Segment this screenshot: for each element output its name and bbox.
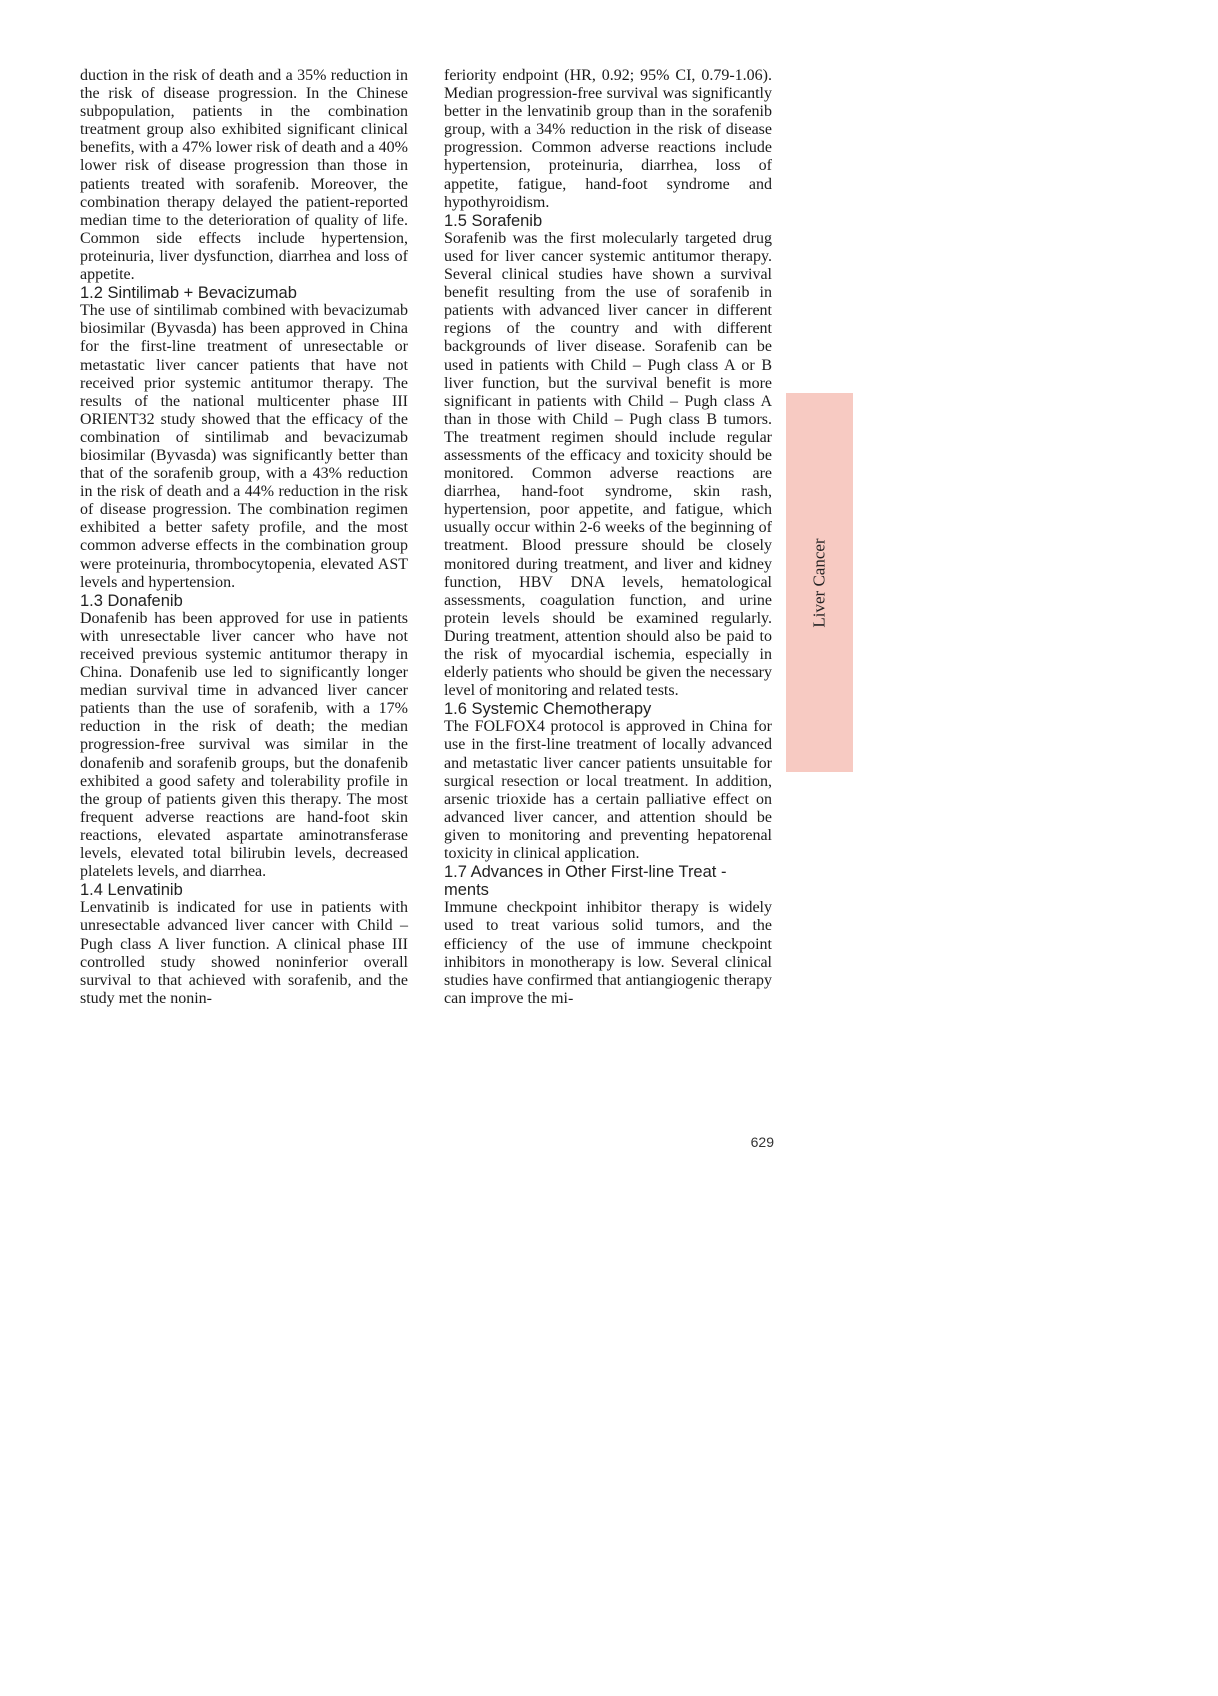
section-heading-1-2: 1.2 Sintilimab + Bevacizumab bbox=[80, 284, 297, 303]
chapter-side-tab-label: Liver Cancer bbox=[809, 537, 829, 628]
paragraph-donafenib: Donafenib has been approved for use in patients with unresectable liver cancer who have not received previous systemic antitumor therapy in China. Donafenib use led to significantly longer median survival time in advanced liver cancer patients than the use of sorafenib, with a 17% reduction in the risk of death; the median progression-free survival was similar in the donafenib and sorafenib groups, but the donafenib exhibited a good safety and tolerability profile in the group of patients given this therapy. The most frequent adverse reactions are hand-foot skin reactions, elevated aspartate aminotransferase levels, elevated total bilirubin levels, decreased platelets levels, and diarrhea. bbox=[80, 609, 408, 881]
paragraph-sorafenib: Sorafenib was the first molecularly targeted drug used for liver cancer systemic antitumor therapy. Several clinical studies have shown a survival benefit resulting from the use of sorafenib in patients with advanced liver cancer in different regions of the country and with different backgrounds of liver disease. Sorafenib can be used in patients with Child – Pugh class A or B liver function, but the survival benefit is more significant in patients with Child – Pugh class A than in those with Child – Pugh class B tumors. The treatment regimen should include regular assessments of the efficacy and toxicity should be monitored. Common adverse reactions are diarrhea, hand-foot syndrome, skin rash, hypertension, poor appetite, and fatigue, which usually occur within 2-6 weeks of the beginning of treatment. Blood pressure should be closely monitored during treatment, and liver and kidney function, HBV DNA levels, hematological assessments, coagulation function, and urine protein levels should be examined regularly. During treatment, attention should also be paid to the risk of myocardial ischemia, especially in elderly patients who should be given the necessary level of monitoring and related tests. bbox=[444, 229, 772, 700]
paragraph-lenvatinib: Lenvatinib is indicated for use in patients with unresectable advanced liver cancer with Child – Pugh class A liver function. A clinical phase III controlled study showed noninferior overall survival to that achieved with sorafenib, and the study met the nonin- bbox=[80, 899, 408, 1007]
paragraph-lenvatinib-continued: feriority endpoint (HR, 0.92; 95% CI, 0.79-1.06). Median progression-free survival was significantly better in the lenvatinib group than in the sorafenib group, with a 34% reduction in the risk of disease progression. Common adverse reactions include hypertension, proteinuria, diarrhea, loss of appetite, fatigue, hand-foot syndrome and hypothyroidism. bbox=[444, 67, 772, 211]
section-heading-1-3: 1.3 Donafenib bbox=[80, 591, 183, 610]
section-heading-1-7: 1.7 Advances in Other First-line Treat - ments bbox=[444, 863, 727, 900]
right-text-column bbox=[444, 67, 772, 1008]
paragraph-systemic-chemotherapy: The FOLFOX4 protocol is approved in China for use in the first-line treatment of locally advanced and metastatic liver cancer patients unsuitable for surgical resection or local treatment. In addition, arsenic trioxide has a certain palliative effect on advanced liver cancer, and attention should be given to monitoring and preventing hepatorenal toxicity in clinical application. bbox=[444, 718, 772, 863]
left-text-column bbox=[80, 67, 408, 1008]
section-heading-1-4: 1.4 Lenvatinib bbox=[80, 881, 183, 900]
paragraph-sintilimab-bevacizumab: The use of sintilimab combined with bevacizumab biosimilar (Byvasda) has been approved in China for the first-line treatment of unresectable or metastatic liver cancer patients that have not received prior systemic antitumor therapy. The results of the national multicenter phase III ORIENT32 study showed that the efficacy of the combination of sintilimab and bevacizumab biosimilar (Byvasda) was significantly better than that of the sorafenib group, with a 43% reduction in the risk of death and a 44% reduction in the risk of disease progression. The combination regimen exhibited a better safety profile, and the most common adverse effects in the combination group were proteinuria, thrombocytopenia, elevated AST levels and hypertension. bbox=[80, 302, 408, 591]
section-heading-1-5: 1.5 Sorafenib bbox=[444, 211, 543, 230]
section-heading-1-6: 1.6 Systemic Chemotherapy bbox=[444, 700, 652, 719]
paragraph-other-first-line: Immune checkpoint inhibitor therapy is widely used to treat various solid tumors, and the efficiency of the use of immune checkpoint inhibitors in monotherapy is low. Several clinical studies have confirmed that antiangiogenic therapy can improve the mi- bbox=[444, 899, 772, 1007]
paragraph-intro-continued: duction in the risk of death and a 35% reduction in the risk of disease progression. In the Chinese subpopulation, patients in the combination treatment group also exhibited significant clinical benefits, with a 47% lower risk of death and a 40% lower risk of disease progression than those in patients treated with sorafenib. Moreover, the combination therapy delayed the patient-reported median time to the deterioration of quality of life. Common side effects include hypertension, proteinuria, liver dysfunction, diarrhea and loss of appetite. bbox=[80, 67, 408, 284]
page-number: 629 bbox=[750, 1134, 774, 1150]
chapter-side-tab bbox=[786, 393, 853, 772]
